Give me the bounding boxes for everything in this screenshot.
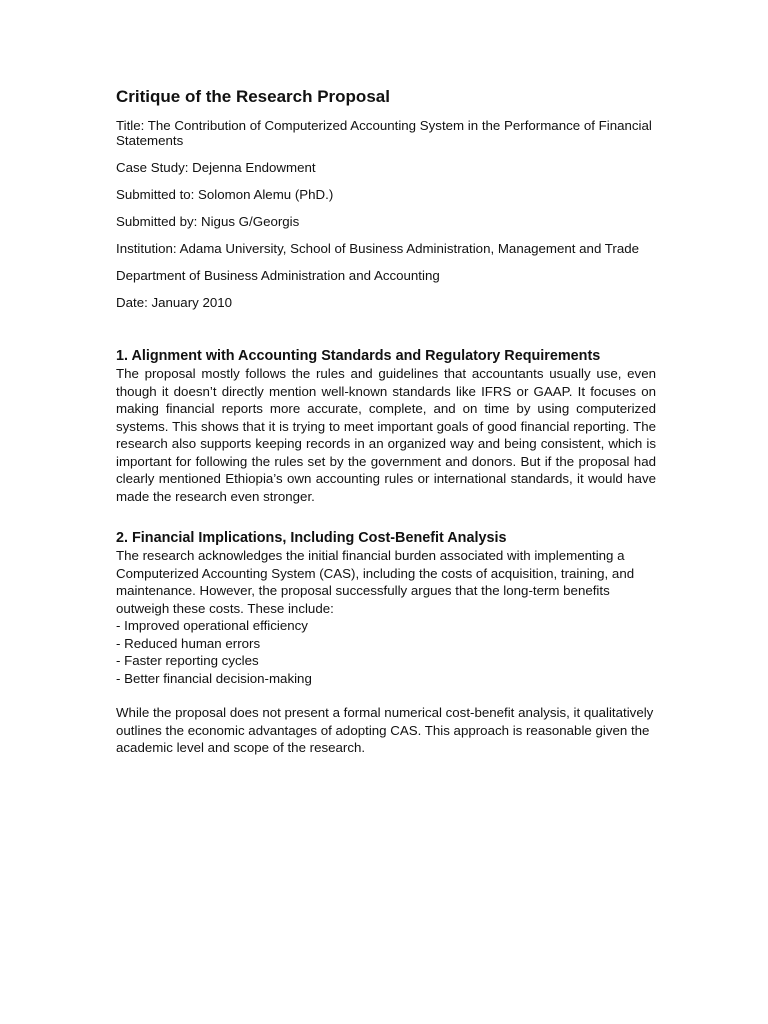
section-2-conclusion: While the proposal does not present a formal numerical cost-benefit analysis, it qualitatively outlines the economic advantages of adopting CAS. This approach is reasonable given the academic level and scope of the research. <box>116 705 654 755</box>
document-title: Critique of the Research Proposal <box>116 87 390 106</box>
meta-date: Date: January 2010 <box>116 295 233 310</box>
spacer <box>116 310 656 348</box>
section-2-intro: The research acknowledges the initial financial burden associated with implementing a Computerized Accounting System (CAS), including the costs of acquisition, training, and maintenance. However, the proposal successfully argues that the long-term benefits outweigh these costs. These include: <box>116 548 635 616</box>
list-item: - Faster reporting cycles <box>116 653 259 668</box>
meta-case-study: Case Study: Dejenna Endowment <box>116 160 316 175</box>
section-2-heading: 2. Financial Implications, Including Cost-Benefit Analysis <box>116 530 507 546</box>
list-item: - Improved operational efficiency <box>116 618 308 633</box>
meta-title-line: Title: The Contribution of Computerized Accounting System in the Performance of Financial Statements <box>116 118 652 148</box>
spacer <box>116 687 656 704</box>
meta-institution: Institution: Adama University, School of Business Administration, Management and Trade <box>116 241 640 256</box>
section-1-heading: 1. Alignment with Accounting Standards and Regulatory Requirements <box>116 348 601 364</box>
meta-submitted-to: Submitted to: Solomon Alemu (PhD.) <box>116 187 334 202</box>
section-1-body: The proposal mostly follows the rules and guidelines that accountants usually use, even though it doesn’t directly mention well-known standards like IFRS or GAAP. It focuses on making financial reports more accurate, complete, and on time by using computerized systems. This shows that it is trying to meet important goals of good financial reporting. The research also supports keeping records in an organized way and being consistent, which is important for following the rules set by the government and donors. But if the proposal had clearly mentioned Ethiopia’s own accounting rules or international standards, it would have made the research even stronger. <box>116 366 656 504</box>
meta-department: Department of Business Administration and Accounting <box>116 268 440 283</box>
meta-submitted-by: Submitted by: Nigus G/Georgis <box>116 214 300 229</box>
list-item: - Reduced human errors <box>116 635 261 651</box>
spacer <box>116 505 656 530</box>
list-item: - Better financial decision-making <box>116 670 312 686</box>
benefits-list <box>116 617 656 687</box>
document-page <box>116 86 656 757</box>
